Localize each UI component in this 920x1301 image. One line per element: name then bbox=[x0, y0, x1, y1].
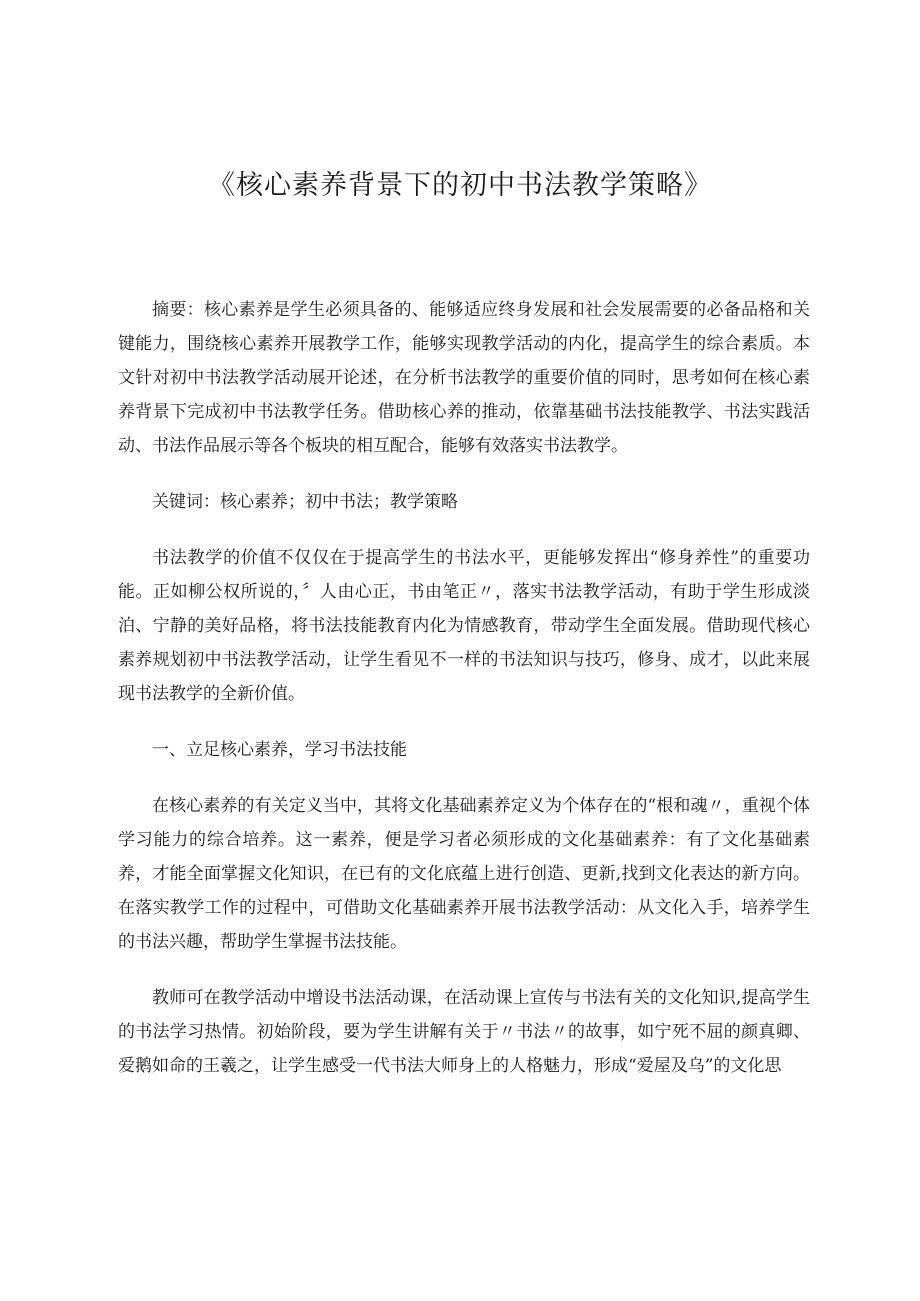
document-body bbox=[118, 293, 810, 1105]
document-title: 《核心素养背景下的初中书法教学策略》 bbox=[208, 170, 712, 201]
body-paragraph: 教师可在教学活动中增设书法活动课，在活动课上宣传与书法有关的文化知识,提高学生的书法学习热情。初始阶段，要为学生讲解有关于〃书法〃的故事，如宁死不屈的颜真卿、爱鹅如命的王羲之，让学生感受一代书法大师身上的人格魅力，形成“爱屋及乌”的文化思 bbox=[118, 988, 810, 1076]
abstract-paragraph: 摘要：核心素养是学生必须具备的、能够适应终身发展和社会发展需要的必备品格和关键能力，围绕核心素养开展教学工作，能够实现教学活动的内化，提高学生的综合素质。本文针对初中书法教学活动展开论述，在分析书法教学的重要价值的同时，思考如何在核心素养背景下完成初中书法教学任务。借助核心养的推动，依靠基础书法技能教学、书法实践活动、书法作品展示等各个板块的相互配合，能够有效落实书法教学。 bbox=[118, 300, 810, 456]
intro-paragraph: 书法教学的价值不仅仅在于提高学生的书法水平，更能够发挥出“修身养性”的重要功能。正如柳公权所说的，〞人由心正，书由笔正〃，落实书法教学活动，有助于学生形成淡泊、宁静的美好品格，将书法技能教育内化为情感教育，带动学生全面发展。借助现代核心素养规划初中书法教学活动，让学生看见不一样的书法知识与技巧，修身、成才，以此来展现书法教学的全新价值。 bbox=[118, 548, 810, 704]
section-heading: 一、立足核心素养，学习书法技能 bbox=[152, 740, 407, 760]
keywords-paragraph: 关键词：核心素养；初中书法；教学策略 bbox=[152, 492, 458, 512]
body-paragraph: 在核心素养的有关定义当中，其将文化基础素养定义为个体存在的“根和魂〃，重视个体学习能力的综合培养。这一素养，便是学习者必须形成的文化基础素养：有了文化基础素养，才能全面掌握文化知识，在已有的文化底蕴上进行创造、更新,找到文化表达的新方向。在落实教学工作的过程中，可借助文化基础素养开展书法教学活动：从文化入手，培养学生的书法兴趣，帮助学生掌握书法技能。 bbox=[118, 796, 810, 952]
